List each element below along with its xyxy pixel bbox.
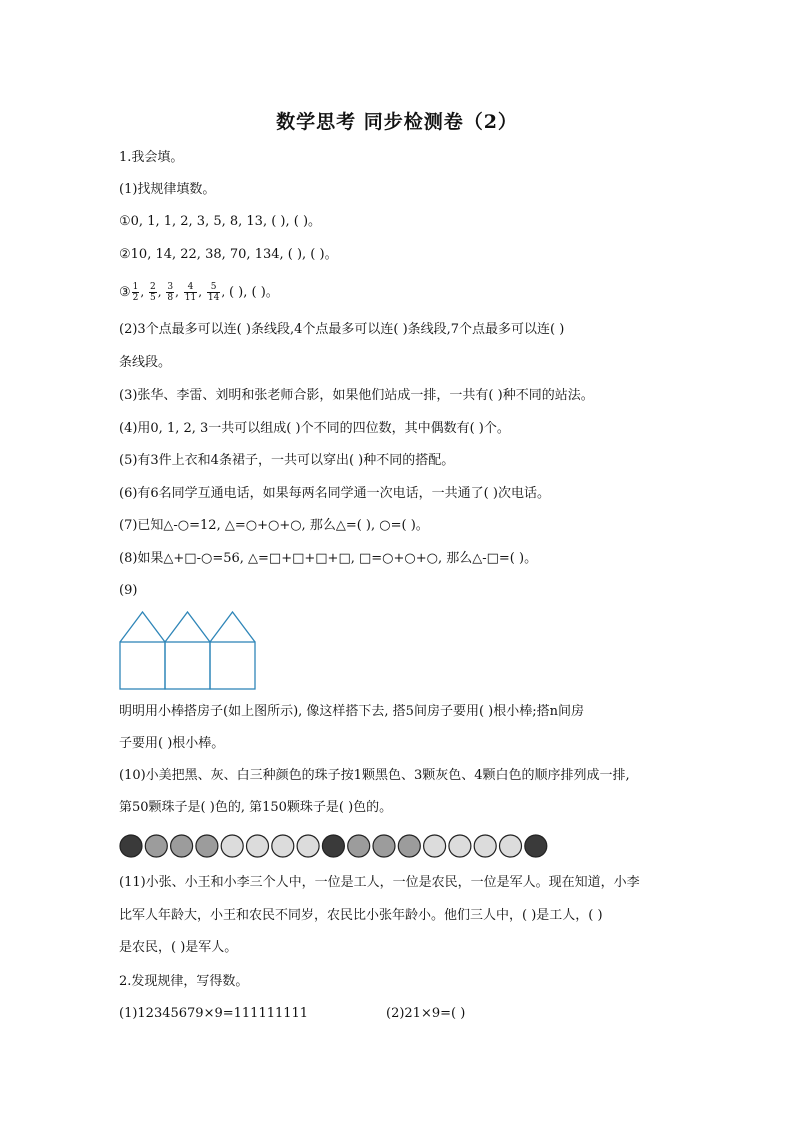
q1-part9-line2: 子要用( )根小棒。: [119, 736, 225, 751]
q1-part9-label: (9): [119, 583, 138, 598]
house-roof: [120, 612, 165, 642]
fraction: $\frac{5}{14}$: [207, 282, 220, 303]
q2-heading: 2.发现规律，写得数。: [119, 974, 249, 989]
bead-white: [221, 835, 243, 857]
q1-part11-line2: 比军人年龄大，小王和农民不同岁，农民比小张年龄小。他们三人中，( )是工人，( ): [119, 908, 603, 923]
q1-part1-sequence-a: ①0, 1, 1, 2, 3, 5, 8, 13, ( ), ( )。: [119, 214, 322, 229]
q1-part7: (7)已知△-○=12, △=○+○+○, 那么△=( ), ○=( )。: [119, 518, 429, 533]
house-body: [120, 642, 165, 689]
house-roof: [210, 612, 255, 642]
bead-gray: [196, 835, 218, 857]
q1-part11-line1: (11)小张、小王和小李三个人中，一位是工人，一位是农民，一位是军人。现在知道，小李: [119, 875, 640, 890]
bead-black: [322, 835, 344, 857]
q1-part3: (3)张华、李雷、刘明和张老师合影，如果他们站成一排，一共有( )种不同的站法。: [119, 388, 594, 403]
bead-row: [119, 833, 559, 859]
bead-white: [474, 835, 496, 857]
q1-part10-line2: 第50颗珠子是( )色的, 第150颗珠子是( )色的。: [119, 800, 393, 815]
page-title: 数学思考 同步检测卷（2）: [276, 111, 518, 133]
q1-part11-line3: 是农民，( )是军人。: [119, 940, 238, 955]
bead-white: [247, 835, 269, 857]
bead-white: [272, 835, 294, 857]
fraction: $\frac{4}{11}$: [184, 282, 197, 303]
bead-gray: [145, 835, 167, 857]
q1-part4: (4)用0, 1, 2, 3一共可以组成( )个不同的四位数，其中偶数有( )个。: [119, 421, 510, 436]
q1-part1-sequence-c: ③ $\frac{1}{2}$ , $\frac{2}{5}$ , $\frac{3}{8}$ , $\frac{4}{11}$ , $\frac{5}{14}$ , ( ), ( )。: [119, 282, 279, 303]
q1-part5: (5)有3件上衣和4条裙子，一共可以穿出( )种不同的搭配。: [119, 453, 455, 468]
q1-heading: 1.我会填。: [119, 150, 184, 165]
bead-white: [449, 835, 471, 857]
sequence-c-prefix: ③: [119, 285, 131, 300]
bead-gray: [171, 835, 193, 857]
bead-white: [424, 835, 446, 857]
bead-black: [525, 835, 547, 857]
sequence-c-suffix: ( ), ( )。: [228, 285, 279, 300]
q1-part1-label: (1)找规律填数。: [119, 182, 216, 197]
q1-part9-line1: 明明用小棒搭房子(如上图所示), 像这样搭下去, 搭5间房子要用( )根小棒;搭n间房: [119, 704, 584, 719]
q1-part2-line1: (2)3个点最多可以连( )条线段,4个点最多可以连( )条线段,7个点最多可以连( ): [119, 322, 565, 337]
q1-part10-line1: (10)小美把黑、灰、白三种颜色的珠子按1颗黑色、3颗灰色、4颗白色的顺序排列成一排,: [119, 768, 630, 783]
q2-item1: (1)12345679×9=111111111: [119, 1006, 309, 1021]
bead-gray: [373, 835, 395, 857]
bead-gray: [398, 835, 420, 857]
house-body: [165, 642, 210, 689]
bead-white: [297, 835, 319, 857]
q1-part6: (6)有6名同学互通电话，如果每两名同学通一次电话，一共通了( )次电话。: [119, 486, 550, 501]
q1-part1-sequence-b: ②10, 14, 22, 38, 70, 134, ( ), ( )。: [119, 247, 338, 262]
bead-black: [120, 835, 142, 857]
q1-part8: (8)如果△+□-○=56, △=□+□+□+□, □=○+○+○, 那么△-□=( )。: [119, 551, 538, 566]
q2-item2: (2)21×9=( ): [386, 1006, 466, 1021]
house-body: [210, 642, 255, 689]
bead-white: [500, 835, 522, 857]
q1-part2-line2: 条线段。: [119, 355, 172, 370]
fraction: $\frac{2}{5}$: [150, 282, 156, 303]
bead-gray: [348, 835, 370, 857]
house-roof: [165, 612, 210, 642]
fraction: $\frac{1}{2}$: [132, 282, 139, 303]
houses-figure: [119, 611, 257, 691]
fraction: $\frac{3}{8}$: [167, 282, 174, 303]
